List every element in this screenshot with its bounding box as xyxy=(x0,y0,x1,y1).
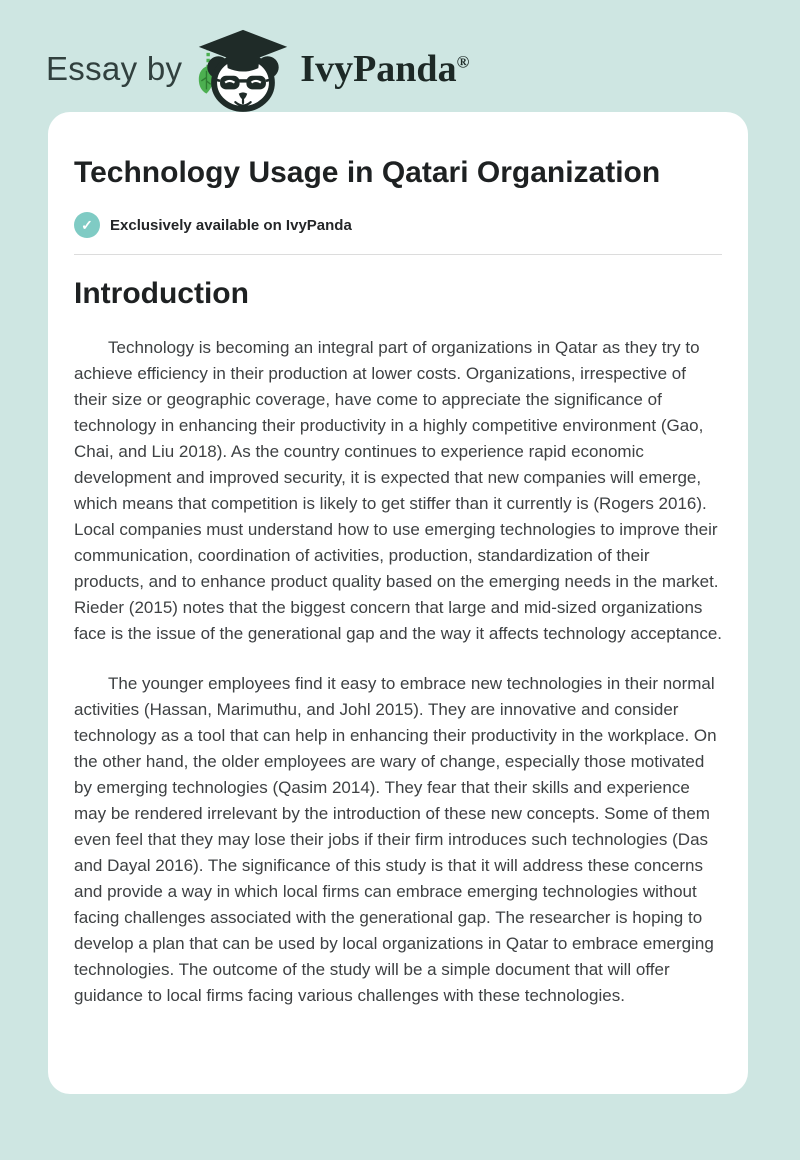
registered-mark: ® xyxy=(456,52,470,72)
paragraph: The younger employees find it easy to embrace new technologies in their normal activities (Hassan, Marimuthu, and Johl 2015). They are innovative and consider technology as a tool that can help in enhancing their productivity in the workplace. On the other hand, the older employees are wary of change, especially those motivated by emerging technologies (Qasim 2014). They fear that their skills and experience may be rendered irrelevant by the introduction of these new concepts. Some of them even feel that they may lose their jobs if their firm introduces such technologies (Das and Dayal 2016). The significance of this study is that it will address these concerns and provide a way in which local firms can embrace emerging technologies without facing challenges associated with the generational gap. The researcher is hoping to develop a plan that can be used by local organizations in Qatar to embrace emerging technologies. The outcome of the study will be a simple document that will offer guidance to local firms facing various challenges with these technologies. xyxy=(74,674,717,1005)
check-icon: ✓ xyxy=(74,212,100,238)
section-heading-introduction: Introduction xyxy=(74,277,249,310)
exclusive-badge xyxy=(74,212,722,238)
page-title: Technology Usage in Qatari Organization xyxy=(74,156,661,189)
exclusive-badge-label: Exclusively available on IvyPanda xyxy=(110,216,352,234)
panda-graduate-icon xyxy=(192,26,294,112)
essay-by-label: Essay by xyxy=(46,50,183,87)
paragraph: Technology is becoming an integral part of organizations in Qatar as they try to achieve efficiency in their production at lower costs. Organizations, irrespective of their size or geographic coverage, have come to appreciate the significance of technology in enhancing their productivity in a highly competitive environment (Gao, Chai, and Liu 2018). As the country continues to experience rapid economic development and improved security, it is expected that new companies will emerge, which means that competition is likely to get stiffer than it currently is (Rogers 2016). Local companies must understand how to use emerging technologies to improve their communication, coordination of activities, production, standardization of their products, and to enhance product quality based on the emerging needs in the market. Rieder (2015) notes that the biggest concern that large and mid-sized organizations face is the issue of the generational gap and the way it affects technology acceptance. xyxy=(74,338,723,643)
site-header xyxy=(0,0,800,112)
divider xyxy=(74,254,722,255)
brand-name: IvyPanda® xyxy=(300,48,470,90)
brand-link[interactable] xyxy=(192,26,469,112)
essay-card xyxy=(48,112,748,1094)
